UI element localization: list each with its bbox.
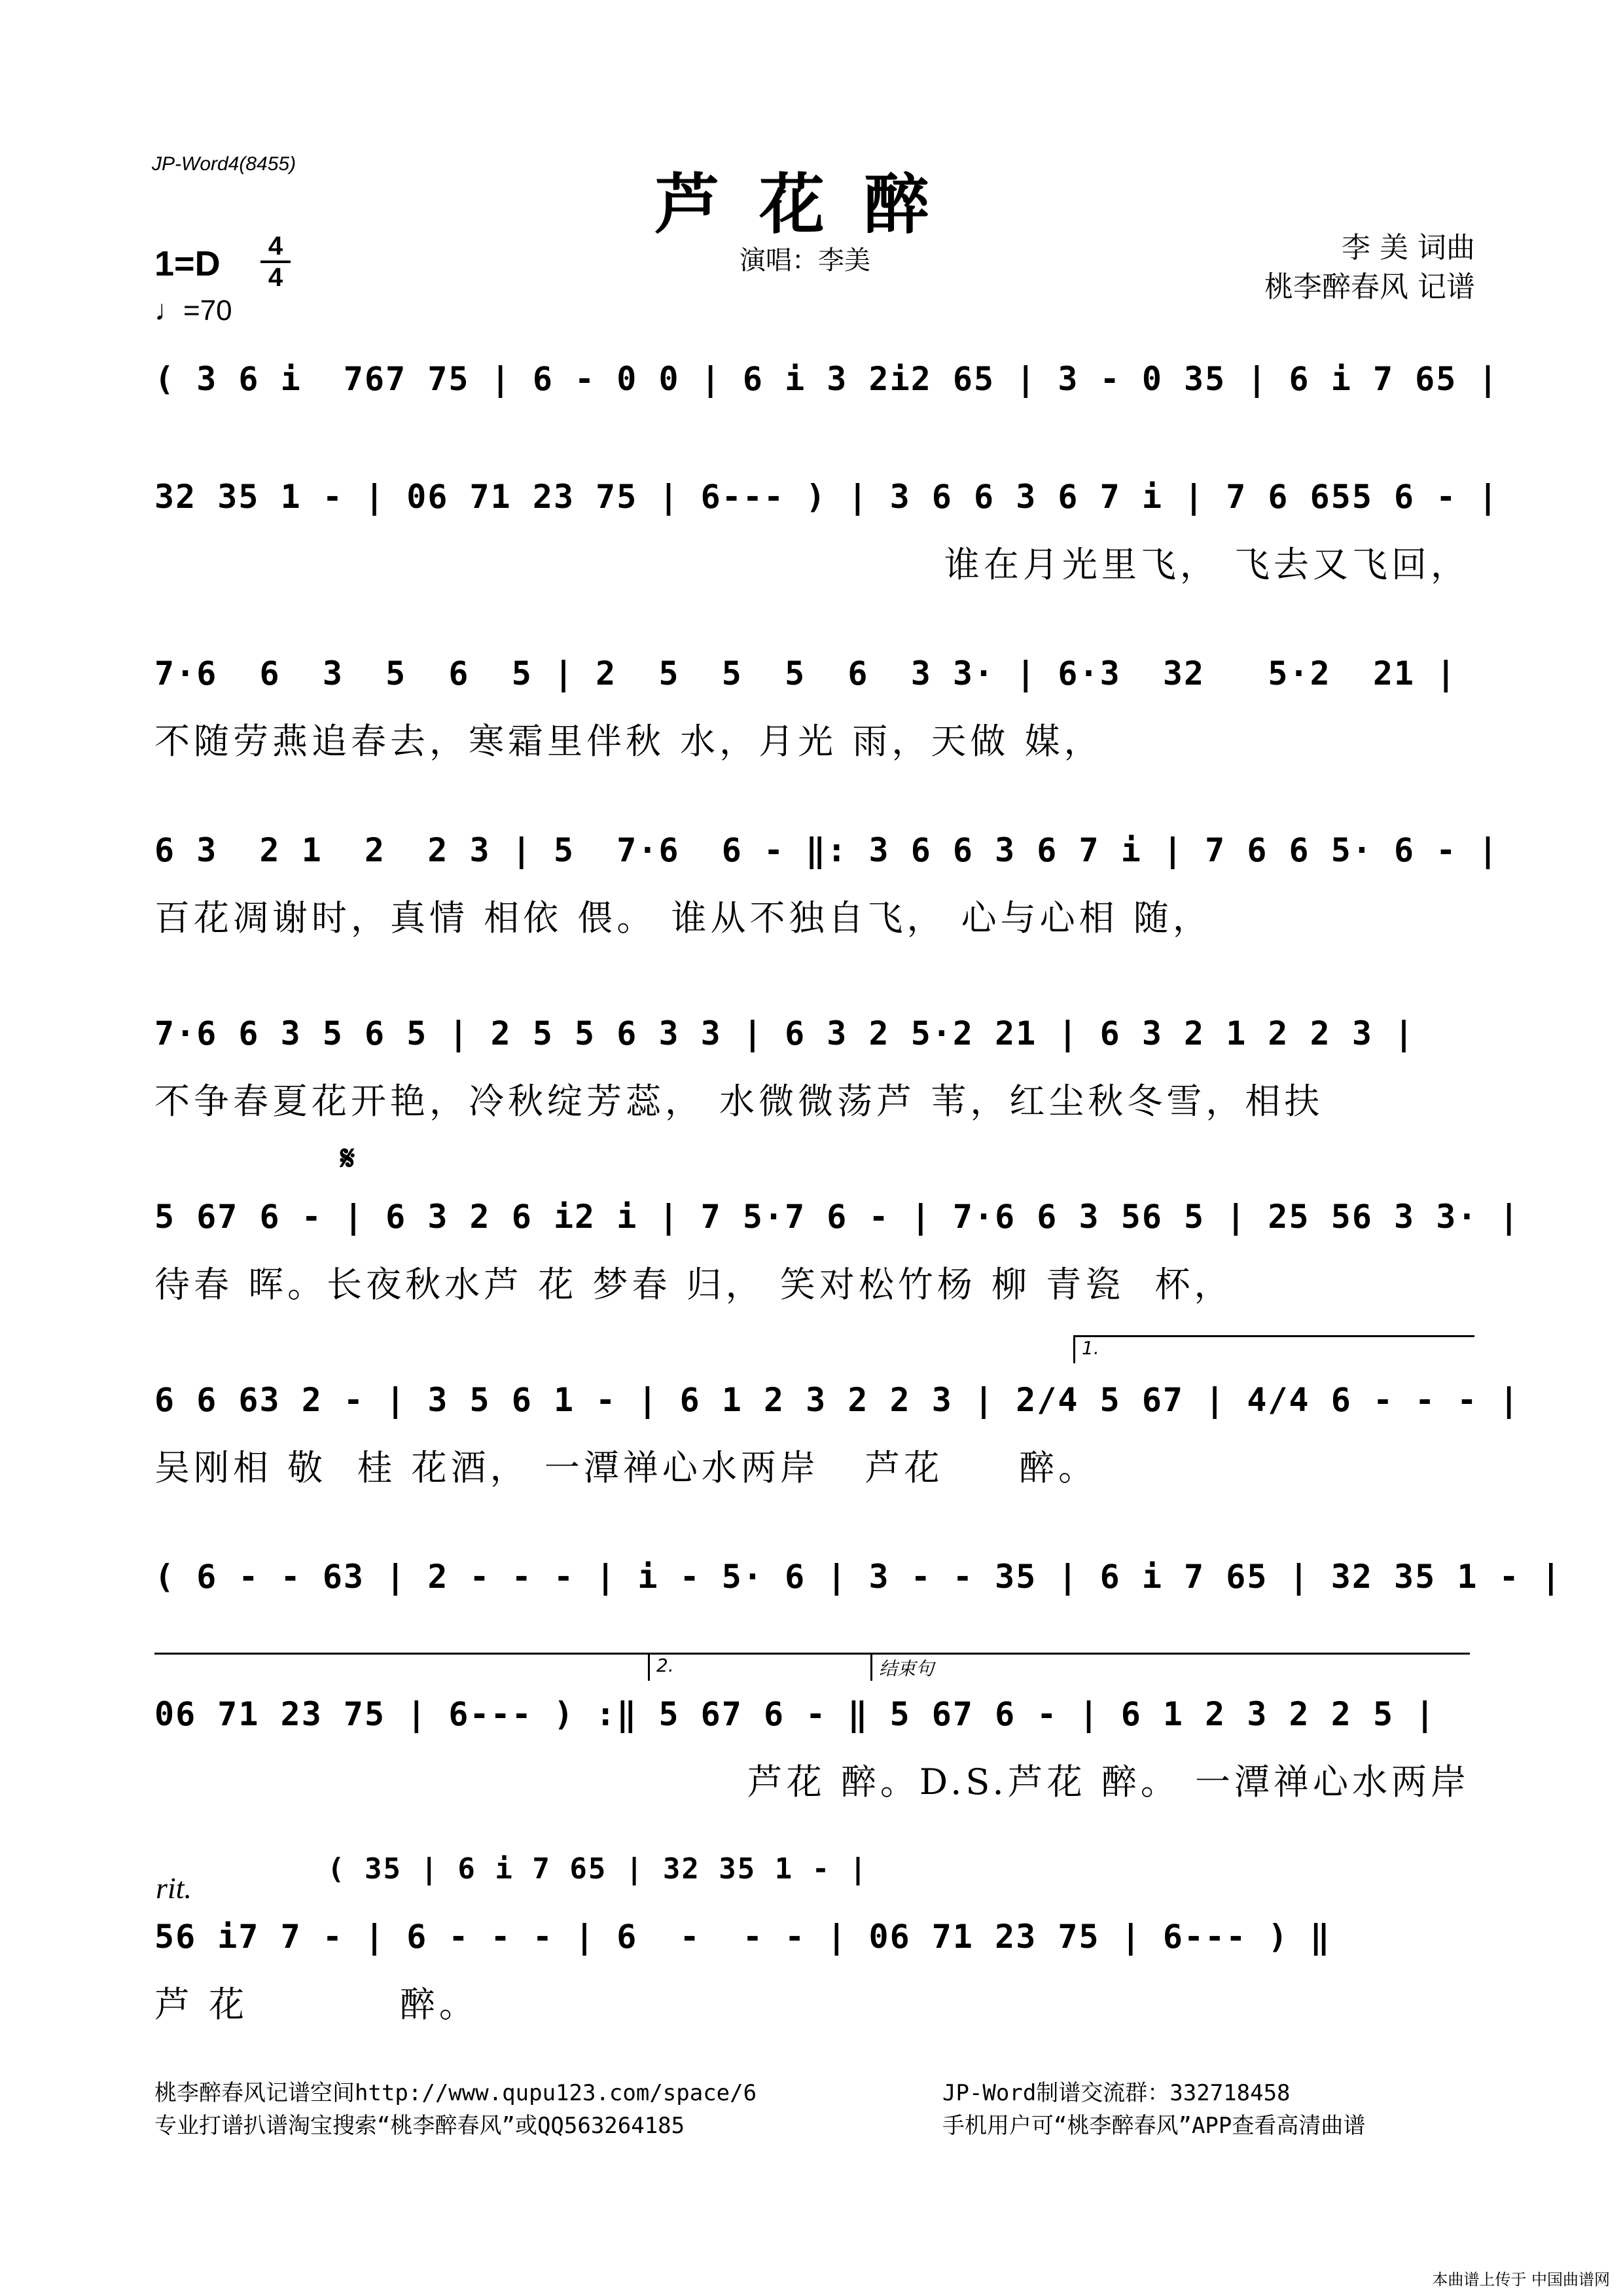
ending-label: 结束句 — [870, 1653, 1468, 1681]
lyric-line-5: 不争春夏花开艳，冷秋绽芳蕊， 水微微荡芦 苇，红尘秋冬雪，相扶 — [154, 1081, 1324, 1122]
lyric-line-7: 吴刚相 敬 桂 花酒， 一潭禅心水两岸 芦花 醉。 — [154, 1447, 1098, 1488]
lyric-line-9: 芦花 醉。D.S.芦花 醉。 一潭禅心水两岸 — [747, 1761, 1470, 1803]
footer-left-2: 专业打谱扒谱淘宝搜索“桃李醉春风”或QQ563264185 — [154, 2113, 685, 2139]
score-line-9: 06 71 23 75 | 6--- ) :‖ 5 67 6 - ‖ 5 67 6 - | 6 1 2 3 2 2 5 | — [154, 1695, 1436, 1733]
segno-sign: 𝄋 — [340, 1139, 355, 1178]
lyric-line-4: 百花凋谢时，真情 相依 偎。 谁从不独自飞， 心与心相 随， — [154, 897, 1212, 939]
song-title: 芦花醉 — [654, 166, 969, 243]
lyric-line-6: 待春 晖。长夜秋水芦 花 梦春 归， 笑对松竹杨 柳 青瓷 杯， — [154, 1264, 1234, 1305]
score-line-3: 7·6 6 3 5 6 5 | 2 5 5 5 6 3 3· | 6·3 32 5·2 21 | — [154, 655, 1457, 692]
score-line-1: ( 3 6 i 767 75 | 6 - 0 0 | 6 i 3 2i2 65 | 3 - 0 35 | 6 i 7 65 | — [154, 360, 1499, 398]
score-line-2: 32 35 1 - | 06 71 23 75 | 6--- ) | 3 6 6 3 6 7 i | 7 6 655 6 - | — [154, 478, 1499, 516]
footer-right-2: 手机用户可“桃李醉春风”APP查看高清曲谱 — [942, 2113, 1366, 2139]
key-signature: 1=D — [154, 244, 221, 283]
pickup-line: ( 35 | 6 i 7 65 | 32 35 1 - | — [327, 1852, 868, 1886]
software-label: JP-Word4(8455) — [152, 153, 296, 175]
score-line-8: ( 6 - - 63 | 2 - - - | i - 5· 6 | 3 - - 35 | 6 i 7 65 | 32 35 1 - | — [154, 1558, 1562, 1596]
singer-credit: 演唱：李美 — [740, 245, 870, 276]
time-bottom: 4 — [268, 263, 283, 292]
ritardando-marking: rit. — [156, 1871, 192, 1905]
time-signature — [260, 233, 291, 291]
tempo-marking: ♩=70 — [154, 295, 232, 327]
lyric-line-10: 芦 花 醉。 — [154, 1984, 478, 2025]
composer-credit: 李 美 词曲 — [1342, 231, 1475, 264]
volta-2: 2. — [648, 1653, 872, 1681]
lyric-line-3: 不随劳燕追春去，寒霜里伴秋 水，月光 雨，天做 媒， — [154, 721, 1103, 762]
score-line-6: 5 67 6 - | 6 3 2 6 i2 i | 7 5·7 6 - | 7·6 6 3 56 5 | 25 56 3 3· | — [154, 1198, 1520, 1236]
score-line-5: 7·6 6 3 5 6 5 | 2 5 5 6 3 3 | 6 3 2 5·2 21 | 6 3 2 1 2 2 3 | — [154, 1014, 1416, 1052]
transcriber-credit: 桃李醉春风 记谱 — [1264, 270, 1475, 304]
watermark: 本曲谱上传于 中国曲谱网 — [1432, 2270, 1610, 2289]
footer-left-1: 桃李醉春风记谱空间http://www.qupu123.com/space/6 — [154, 2080, 757, 2106]
score-line-7: 6 6 63 2 - | 3 5 6 1 - | 6 1 2 3 2 2 3 | 2/4 5 67 | 4/4 6 - - - | — [154, 1381, 1520, 1419]
lyric-line-2: 谁在月光里飞， 飞去又飞回， — [944, 544, 1470, 585]
time-top: 4 — [268, 232, 283, 260]
volta-1: 1. — [1073, 1335, 1474, 1363]
score-line-4: 6 3 2 1 2 2 3 | 5 7·6 6 - ‖: 3 6 6 3 6 7 i | 7 6 6 5· 6 - | — [154, 831, 1499, 869]
footer-right-1: JP-Word制谱交流群：332718458 — [942, 2080, 1291, 2106]
score-line-10: 56 i7 7 - | 6 - - - | 6 - - - | 06 71 23 75 | 6--- ) ‖ — [154, 1918, 1331, 1956]
